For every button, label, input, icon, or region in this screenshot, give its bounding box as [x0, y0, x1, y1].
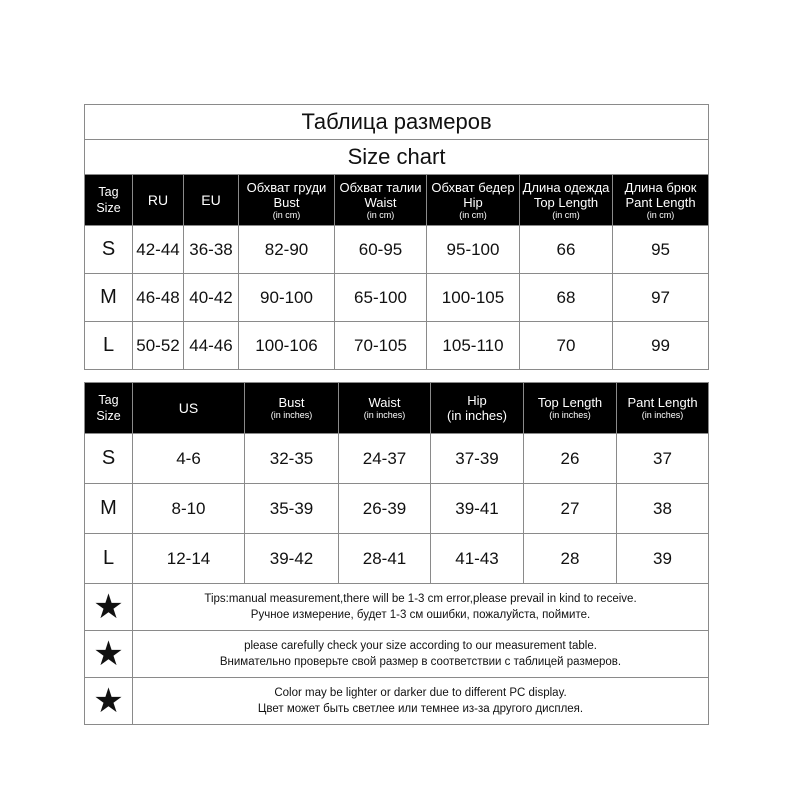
header-ru: RU: [133, 175, 184, 226]
tip-text: Tips:manual measurement,there will be 1-3 cm error,please prevail in kind to receive. Ручное измерение, будет 1-3 см ошибки, пожалуйста, поймите.: [133, 584, 709, 631]
table-cell: 44-46: [184, 322, 239, 370]
header-top-length: Длина одежда Top Length (in cm): [520, 175, 613, 226]
table-cell: 100-106: [239, 322, 335, 370]
table-cell: 105-110: [427, 322, 520, 370]
header-hip: Hip (in inches): [431, 383, 524, 434]
size-cell: M: [85, 484, 133, 534]
star-icon: ★: [85, 584, 133, 631]
table-cell: 39: [617, 534, 709, 584]
size-cell: L: [85, 534, 133, 584]
table-cell: 37: [617, 434, 709, 484]
table-cell: 39-42: [245, 534, 339, 584]
table-row: [85, 434, 709, 484]
header-row-cm: [85, 175, 709, 226]
size-cell: S: [85, 226, 133, 274]
tip-row: [85, 631, 709, 678]
header-row-inches: [85, 383, 709, 434]
table-cell: 26: [524, 434, 617, 484]
table-cell: 60-95: [335, 226, 427, 274]
table-cell: 27: [524, 484, 617, 534]
size-cell: S: [85, 434, 133, 484]
table-cell: 32-35: [245, 434, 339, 484]
table-row: [85, 274, 709, 322]
tip-row: [85, 584, 709, 631]
table-cell: 95-100: [427, 226, 520, 274]
header-bust: Bust (in inches): [245, 383, 339, 434]
header-top-length: Top Length (in inches): [524, 383, 617, 434]
table-row: [85, 322, 709, 370]
table-cell: 46-48: [133, 274, 184, 322]
table-cell: 36-38: [184, 226, 239, 274]
size-table-inches: [84, 382, 709, 725]
header-pant-length: Pant Length (in inches): [617, 383, 709, 434]
table-cell: 8-10: [133, 484, 245, 534]
header-eu: EU: [184, 175, 239, 226]
size-cell: L: [85, 322, 133, 370]
table-cell: 90-100: [239, 274, 335, 322]
title-ru: Таблица размеров: [85, 105, 709, 140]
header-bust: Обхват груди Bust (in cm): [239, 175, 335, 226]
table-cell: 42-44: [133, 226, 184, 274]
table-cell: 99: [613, 322, 709, 370]
header-pant-length: Длина брюк Pant Length (in cm): [613, 175, 709, 226]
table-cell: 68: [520, 274, 613, 322]
table-cell: 24-37: [339, 434, 431, 484]
table-row: [85, 484, 709, 534]
table-cell: 12-14: [133, 534, 245, 584]
table-cell: 28-41: [339, 534, 431, 584]
table-cell: 39-41: [431, 484, 524, 534]
tip-row: [85, 678, 709, 725]
table-row: [85, 534, 709, 584]
header-us: US: [133, 383, 245, 434]
tip-text: Color may be lighter or darker due to different PC display. Цвет может быть светлее или темнее из-за другого дисплея.: [133, 678, 709, 725]
table-cell: 66: [520, 226, 613, 274]
header-waist: Waist (in inches): [339, 383, 431, 434]
table-cell: 50-52: [133, 322, 184, 370]
header-tag-size: Tag Size: [85, 175, 133, 226]
title-en: Size chart: [85, 140, 709, 175]
header-waist: Обхват талии Waist (in cm): [335, 175, 427, 226]
table-cell: 82-90: [239, 226, 335, 274]
tip-text: please carefully check your size according to our measurement table. Внимательно проверьте свой размер в соответствии с таблицей размеров.: [133, 631, 709, 678]
size-cell: M: [85, 274, 133, 322]
table-cell: 100-105: [427, 274, 520, 322]
table-cell: 70: [520, 322, 613, 370]
star-icon: ★: [85, 631, 133, 678]
table-cell: 65-100: [335, 274, 427, 322]
table-cell: 97: [613, 274, 709, 322]
table-cell: 35-39: [245, 484, 339, 534]
star-icon: ★: [85, 678, 133, 725]
table-row: [85, 226, 709, 274]
table-cell: 37-39: [431, 434, 524, 484]
table-cell: 28: [524, 534, 617, 584]
header-hip: Обхват бедер Hip (in cm): [427, 175, 520, 226]
table-cell: 95: [613, 226, 709, 274]
table-cell: 26-39: [339, 484, 431, 534]
table-gap: [84, 370, 708, 382]
size-table-cm: [84, 104, 709, 370]
header-tag-size: Tag Size: [85, 383, 133, 434]
size-chart: [84, 104, 708, 725]
table-cell: 70-105: [335, 322, 427, 370]
table-cell: 40-42: [184, 274, 239, 322]
table-cell: 4-6: [133, 434, 245, 484]
table-cell: 38: [617, 484, 709, 534]
table-cell: 41-43: [431, 534, 524, 584]
